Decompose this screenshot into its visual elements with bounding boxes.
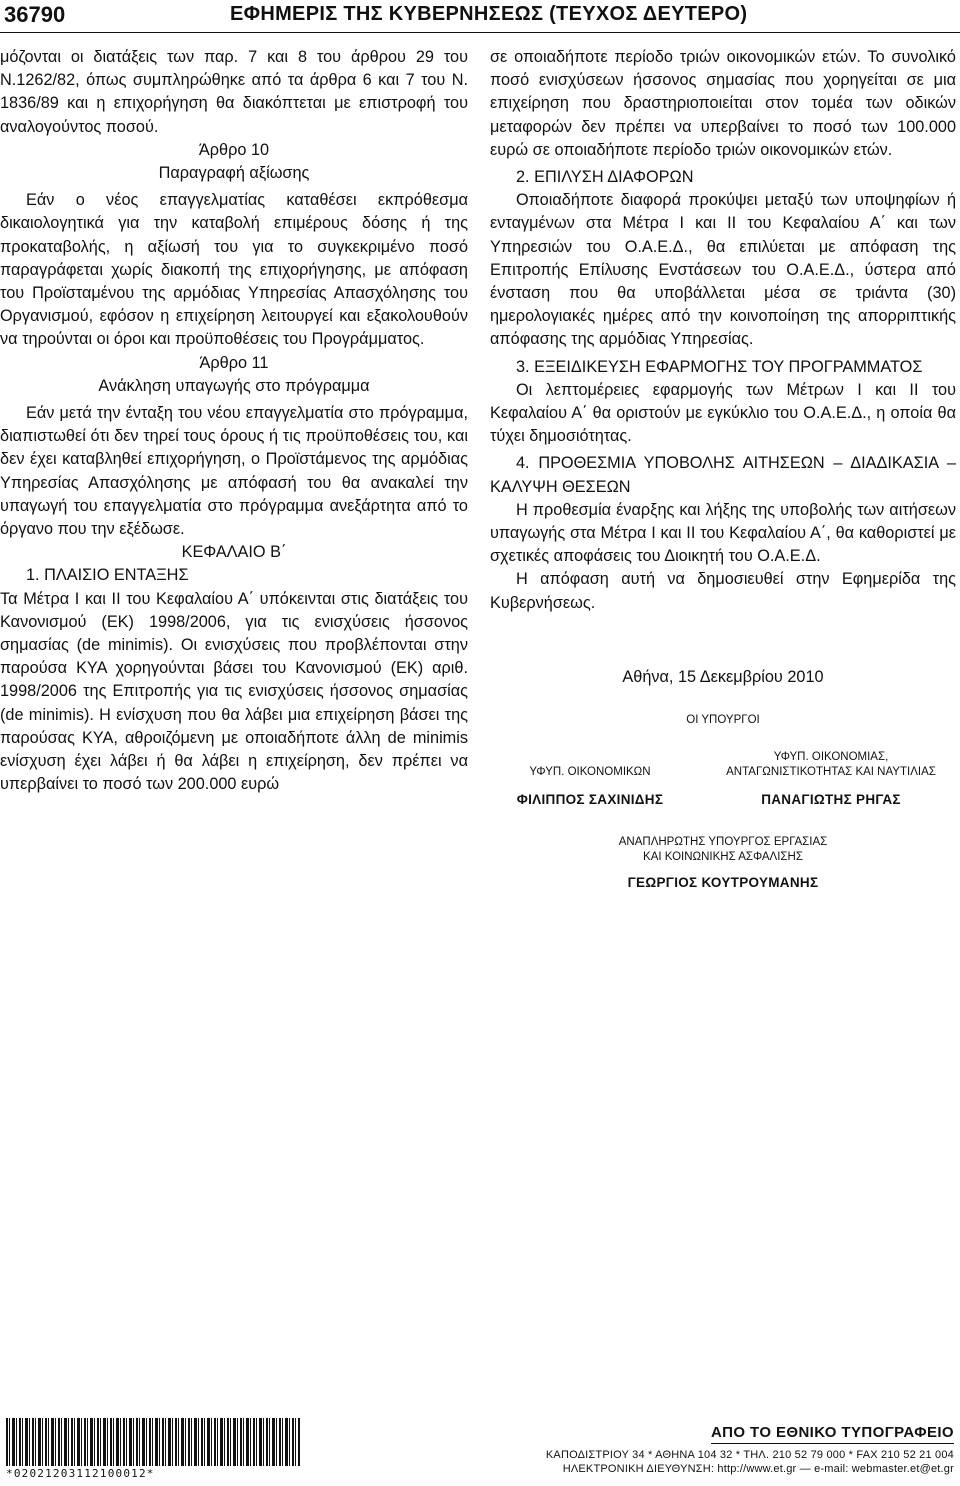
signature-block bbox=[490, 668, 956, 890]
signer-right-role-2: ΑΝΤΑΓΩΝΙΣΤΙΚΟΤΗΤΑΣ ΚΑΙ ΝΑΥΤΙΛΙΑΣ bbox=[726, 766, 936, 778]
printer-title: ΑΠΟ ΤΟ ΕΘΝΙΚΟ ΤΥΠΟΓΡΑΦΕΙΟ bbox=[711, 1424, 954, 1444]
page-header bbox=[0, 0, 960, 33]
chapter-title: ΚΕΦΑΛΑΙΟ Β΄ bbox=[181, 543, 287, 562]
signer-left-name: ΦΙΛΙΠΠΟΣ ΣΑΧΙΝΙΔΗΣ bbox=[516, 792, 664, 807]
barcode-image bbox=[6, 1418, 300, 1466]
article-10-subtitle: Παραγραφή αξίωσης bbox=[158, 164, 310, 183]
section-2-title: 2. ΕΠΙΛΥΣΗ ΔΙΑΦΟΡΩΝ bbox=[516, 168, 694, 187]
section-3-title: 3. ΕΞΕΙΔΙΚΕΥΣΗ ΕΦΑΡΜΟΓΗΣ ΤΟΥ ΠΡΟΓΡΑΜΜΑΤΟΣ bbox=[516, 357, 923, 376]
printer-info bbox=[504, 1424, 954, 1476]
signer-third-role-2: ΚΑΙ ΚΟΙΝΩΝΙΚΗΣ ΑΣΦΑΛΙΣΗΣ bbox=[643, 851, 803, 863]
signer-right-name: ΠΑΝΑΓΙΩΤΗΣ ΡΗΓΑΣ bbox=[761, 792, 901, 807]
printer-web: ΗΛΕΚΤΡΟΝΙΚΗ ΔΙΕΥΘΥΝΣΗ: http://www.et.gr — e-mail: webmaster.et@et.gr bbox=[562, 1463, 954, 1475]
signing-date: Αθήνα, 15 Δεκεμβρίου 2010 bbox=[622, 668, 824, 686]
left-column bbox=[0, 46, 468, 797]
section-1-text: Τα Μέτρα Ι και ΙΙ του Κεφαλαίου Α΄ υπόκεινται στις διατάξεις του Κανονισμού (ΕΚ) 1998/2006, για τις ενισχύσεις ήσσονος σημασίας (de minimis). Οι ενισχύσεις που προβλέπονται στην παρούσα ΚΥΑ χορηγούνται βάσει του Κανονισμού (ΕΚ) αριθ. 1998/2006 της Επιτροπής για τις ενισχύσεις ήσσονος σημασίας (de minimis). Η ενίσχυση που θα λάβει μια επιχείρηση βάσει της παρούσας ΚΥΑ, αθροιζόμενη με οποιαδήποτε άλλη de minimis ενίσχυση έχει λάβει ή θα λάβει η επιχείρηση, δεν πρέπει να υπερβαίνει το ποσό των 200.000 ευρώ bbox=[0, 589, 468, 794]
article-10-text: Εάν ο νέος επαγγελματίας καταθέσει εκπρόθεσμα δικαιολογητικά για την καταβολή επιμέρους δόσης ή της προκαταβολής, η αξίωσή του για το συγκεκριμένο ποσό παραγράφεται χωρίς διακοπή της επιχορήγησης, με απόφαση του Προϊσταμένου της αρμόδιας Υπηρεσίας Απασχόλησης του Οργανισμού, εφόσον η επιχείρηση λειτουργεί και εξακολουθούν να τηρούνται οι όροι και προϋποθέσεις του Προγράμματος. bbox=[0, 191, 468, 349]
printer-address: ΚΑΠΟΔΙΣΤΡΙΟΥ 34 * ΑΘΗΝΑ 104 32 * ΤΗΛ. 210 52 79 000 * FAX 210 52 21 004 bbox=[545, 1449, 954, 1461]
page-number: 36790 bbox=[4, 2, 66, 27]
article-11-subtitle: Ανάκληση υπαγωγής στο πρόγραμμα bbox=[98, 376, 370, 395]
section-2-text: Οποιαδήποτε διαφορά προκύψει μεταξύ των υποψηφίων ή ενταγμένων στα Μέτρα Ι και ΙΙ του Κεφαλαίου Α΄ και των Υπηρεσιών του Ο.Α.Ε.Δ., θα επιλύεται με απόφαση της Επιτροπής Επίλυσης Ενστάσεων του Ο.Α.Ε.Δ., ύστερα από ένσταση που θα υποβάλλεται μέσα σε τριάντα (30) ημερολογιακές ημέρες από την κοινοποίηση της απορριπτικής απόφασης της αρμόδιας Υπηρεσίας. bbox=[490, 191, 956, 349]
paragraph-continuation: μόζονται οι διατάξεις των παρ. 7 και 8 του άρθρου 29 του Ν.1262/82, όπως συμπληρώθηκε από τα άρθρα 6 και 7 του Ν. 1836/89 και η επιχορήγηση θα διακόπτεται με επιστροφή του αναλογούντος ποσού. bbox=[0, 48, 468, 136]
article-10-title: Άρθρο 10 bbox=[198, 140, 270, 159]
section-4-text: Η προθεσμία έναρξης και λήξης της υποβολής των αιτήσεων υπαγωγής στα Μέτρα Ι και ΙΙ του Κεφαλαίου Α΄, θα καθοριστεί με σχετικές αποφάσεις του Διοικητή του Ο.Α.Ε.Δ. bbox=[490, 500, 956, 566]
signer-third-name: ΓΕΩΡΓΙΟΣ ΚΟΥΤΡΟΥΜΑΝΗΣ bbox=[627, 875, 819, 890]
article-11-title: Άρθρο 11 bbox=[199, 353, 269, 372]
section-1-title: 1. ΠΛΑΙΣΙΟ ΕΝΤΑΞΗΣ bbox=[26, 566, 189, 585]
section-3-text: Οι λεπτομέρειες εφαρμογής των Μέτρων Ι και ΙΙ του Κεφαλαίου Α΄ θα οριστούν με εγκύκλιο του Ο.Α.Ε.Δ., η οποία θα τύχει δημοσιότητας. bbox=[490, 380, 956, 446]
article-11-text: Εάν μετά την ένταξη του νέου επαγγελματία στο πρόγραμμα, διαπιστωθεί ότι δεν τηρεί τους όρους ή τις προϋποθέσεις του, και δεν έχει καταβληθεί επιχορήγηση, ο Προϊστάμενος της αρμόδιας Υπηρεσίας Απασχόλησης με απόφασή του θα ανακαλεί την υπαγωγή του επαγγελματία στο πρόγραμμα ανεξάρτητα από το όργανο που την εξέδωσε. bbox=[0, 404, 468, 539]
publication-order: Η απόφαση αυτή να δημοσιευθεί στην Εφημερίδα της Κυβερνήσεως. bbox=[490, 570, 956, 612]
signer-left-role: ΥΦΥΠ. ΟΙΚΟΝΟΜΙΚΩΝ bbox=[529, 766, 651, 778]
signer-third-role-1: ΑΝΑΠΛΗΡΩΤΗΣ ΥΠΟΥΡΓΟΣ ΕΡΓΑΣΙΑΣ bbox=[618, 836, 828, 848]
signer-right-role-1: ΥΦΥΠ. ΟΙΚΟΝΟΜΙΑΣ, bbox=[773, 751, 889, 763]
paragraph-continuation: σε οποιαδήποτε περίοδο τριών οικονομικών ετών. Το συνολικό ποσό ενισχύσεων ήσσονος σημασίας που χορηγείται σε μια επιχείρηση που δραστηριοποιείται στον τομέα των οδικών μεταφορών δεν πρέπει να υπερβαίνει το ποσό των 100.000 ευρώ σε οποιαδήποτε περίοδο τριών οικονομικών ετών. bbox=[490, 48, 956, 159]
ministers-label: ΟΙ ΥΠΟΥΡΓΟΙ bbox=[686, 714, 760, 726]
gazette-title: ΕΦΗΜΕΡΙΣ ΤΗΣ ΚΥΒΕΡΝΗΣΕΩΣ (ΤΕΥΧΟΣ ΔΕΥΤΕΡΟ) bbox=[230, 3, 748, 25]
barcode-number: *02021203112100012* bbox=[6, 1467, 155, 1480]
section-4-title: 4. ΠΡΟΘΕΣΜΙΑ ΥΠΟΒΟΛΗΣ ΑΙΤΗΣΕΩΝ – ΔΙΑΔΙΚΑΣΙΑ – ΚΑΛΥΨΗ ΘΕΣΕΩΝ bbox=[490, 454, 956, 496]
right-column bbox=[490, 46, 956, 615]
